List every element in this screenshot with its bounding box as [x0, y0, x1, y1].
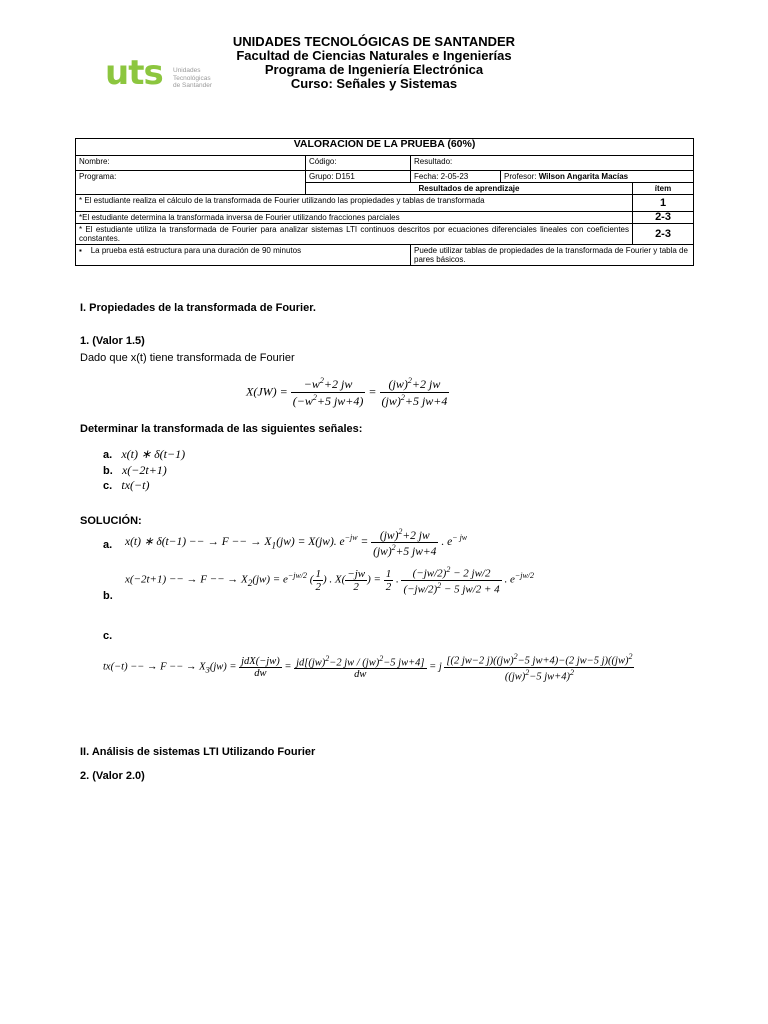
table-row [76, 195, 694, 212]
profesor-label: Profesor: [504, 172, 539, 181]
outcome-item: 2-3 [633, 224, 694, 245]
signals-list [103, 447, 185, 494]
solution-c-formula: tx(−t) −− → F −− → $X_3(jw)$ = $\frac{\text{jdX(−jw)}}{dw}$ = $\frac{jd[(jw)^2-2 jw / (jw)^2-5 jw+4]}{dw}$ = j $\frac{[(2 jw-2 j)((jw)^2-5 jw+4)-(2 jw-5 j)((jw)^2}{((jw)^2-5 jw+4)^2}$ [103, 652, 633, 682]
resultado-label: Resultado: [411, 156, 694, 171]
duration-note [76, 245, 411, 266]
determine-title: Determinar la transformada de las siguientes señales: [80, 423, 363, 435]
table-row [76, 224, 694, 245]
program-name: Programa de Ingeniería Electrónica [264, 62, 484, 77]
section-1-title: I. Propiedades de la transformada de Fourier. [80, 302, 316, 314]
nombre-label: Nombre: [76, 156, 306, 171]
outcome-text: * El estudiante utiliza la transformada de Fourier para analizar sistemas LTI continuos descritos por ecuaciones diferenciales lineales con coeficientes constantes. [76, 224, 633, 245]
course-name: Curso: Señales y Sistemas [290, 76, 458, 91]
faculty-name: Facultad de Ciencias Naturales e Ingenierías [236, 48, 512, 63]
solution-a-formula: x(t) ∗ δ(t−1) −− → F −− → $X_1(jw) = X(jw)$. $e^{-jw}$ = $\frac{(jw)^2+2 jw}{(jw)^2+5 jw+4}$ . $e^{- jw}$ [125, 527, 468, 558]
solucion-title: SOLUCIÓN: [80, 515, 142, 527]
solution-b-formula: x(−2t+1) −− → F −− → $X_2(jw) = e^{-jw/2}$ ( $\frac{1}{2}$ ) . X( $\frac{-jw}{2}$ ) = $\frac{1}{2}$ . $\frac{(-jw/2)^2 - 2 jw/2}{(-jw/2)^2 - 5 jw/2 + 4}$ . $e^{-jw/2}$ [125, 565, 535, 596]
list-item: a. x(t) ∗ δ(t−1) [103, 447, 186, 461]
resultados-header: Resultados de aprendizaje [306, 183, 633, 195]
question-1-title: 1. (Valor 1.5) [80, 335, 145, 347]
codigo-label: Código: [306, 156, 411, 171]
table-row [76, 212, 694, 224]
logo-subtitle: Unidades Tecnológicas de Santander [173, 67, 213, 89]
bullet-icon: ▪ [79, 246, 82, 255]
profesor-name: Wilson Angarita Macías [538, 172, 629, 181]
evaluation-table [75, 138, 694, 266]
fecha-label: Fecha: 2-05-23 [411, 171, 501, 183]
programa-label: Programa: [76, 171, 306, 195]
profesor-cell [501, 171, 694, 183]
table-title: VALORACION DE LA PRUEBA (60%) [76, 139, 694, 156]
logo-text: uts [105, 53, 163, 93]
item-header: ítem [633, 183, 694, 195]
grupo-label: Grupo: D151 [306, 171, 411, 183]
question-1-text: Dado que x(t) tiene transformada de Fourier [80, 352, 295, 364]
fourier-formula: X(JW) = $\frac{-w^2+2 jw}{(-w^2+5 jw+4)}$ = $\frac{(jw)^2+2 jw}{(jw)^2+5 jw+4}$ [246, 376, 448, 408]
tables-note: Puede utilizar tablas de propiedades de la transformada de Fourier y tabla de pares básicos. [411, 245, 694, 266]
institution-name: UNIDADES TECNOLÓGICAS DE SANTANDER [232, 34, 516, 49]
outcome-text: * El estudiante realiza el cálculo de la transformada de Fourier utilizando las propiedades y tablas de transformada [76, 195, 633, 212]
duration-text: La prueba está estructura para una duración de 90 minutos [90, 246, 302, 255]
sol-b-label: b. [103, 590, 113, 602]
outcome-item: 1 [633, 195, 694, 212]
uts-logo [105, 55, 215, 95]
question-2-title: 2. (Valor 2.0) [80, 770, 145, 782]
list-item: b. x(−2t+1) [103, 462, 167, 477]
outcome-item: 2-3 [633, 212, 694, 224]
outcome-text: *El estudiante determina la transformada inversa de Fourier utilizando fracciones parciales [76, 212, 633, 224]
section-2-title: II. Análisis de sistemas LTI Utilizando Fourier [80, 746, 316, 758]
sol-c-label: c. [103, 630, 113, 642]
sol-a-label: a. [103, 539, 113, 551]
list-item: c. tx(−t) [103, 478, 150, 492]
